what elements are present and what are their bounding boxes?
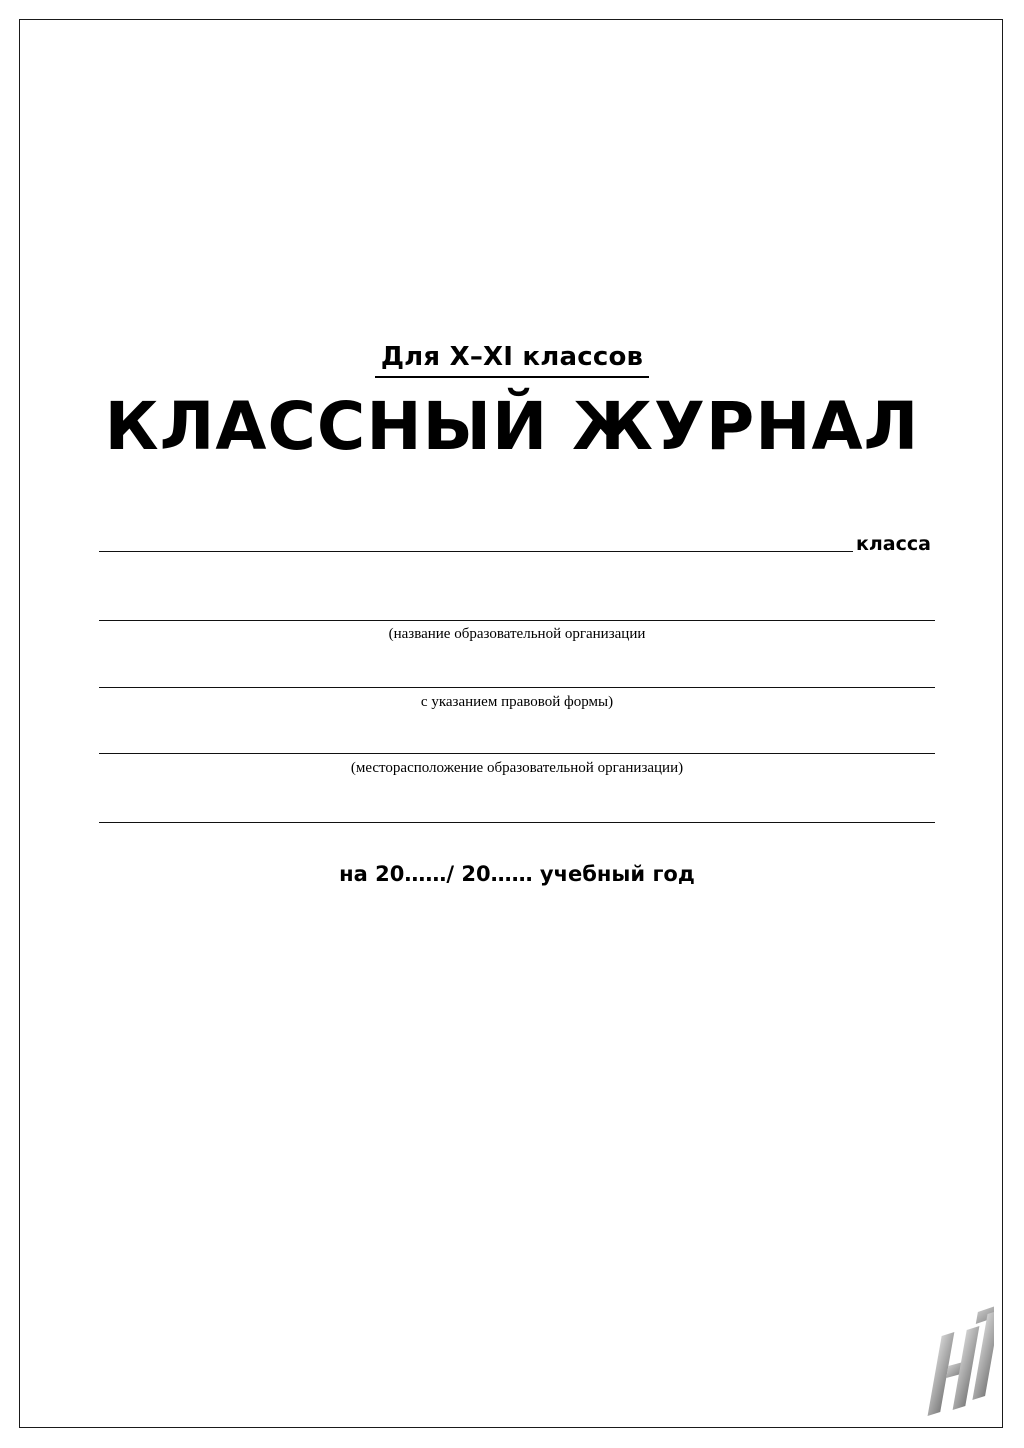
legal-form-caption: с указанием правовой формы) xyxy=(420,694,614,710)
blank-line xyxy=(99,822,935,823)
subtitle: Для X–XI классов xyxy=(375,342,649,378)
page-border xyxy=(19,19,1003,1428)
org-name-caption: (название образовательной организации xyxy=(388,626,646,642)
publisher-logo xyxy=(926,1300,994,1418)
legal-form-line xyxy=(99,687,935,688)
class-label: класса xyxy=(856,533,931,555)
org-name-line xyxy=(99,620,935,621)
location-caption: (месторасположение образовательной организации) xyxy=(350,760,684,776)
location-line xyxy=(99,753,935,754)
class-name-line xyxy=(99,551,853,552)
subtitle-block xyxy=(0,342,1024,378)
page-title: КЛАССНЫЙ ЖУРНАЛ xyxy=(104,388,920,465)
academic-year: на 20……/ 20…… учебный год xyxy=(339,862,695,886)
